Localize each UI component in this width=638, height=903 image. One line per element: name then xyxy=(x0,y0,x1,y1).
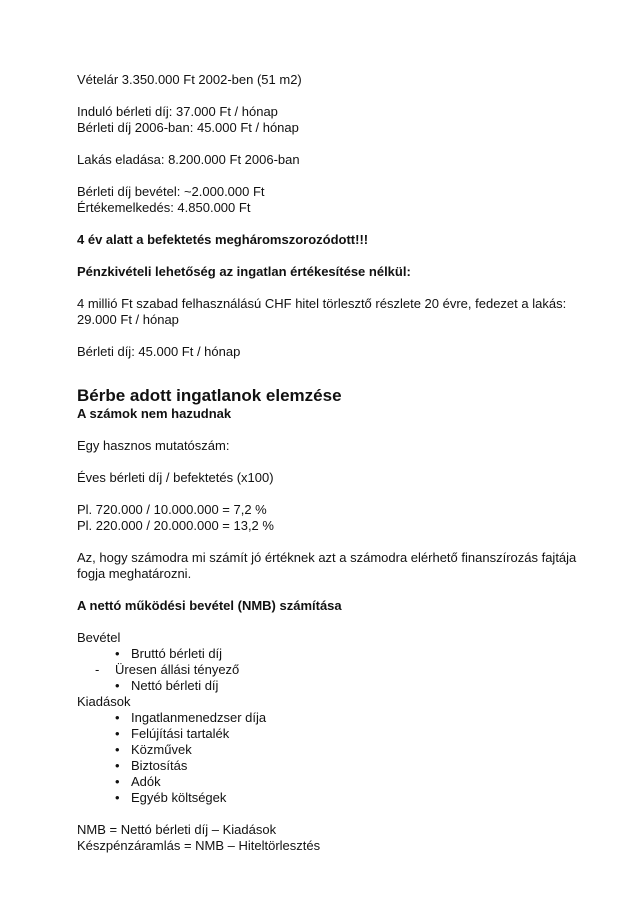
sale-line: Lakás eladása: 8.200.000 Ft 2006-ban xyxy=(77,152,300,167)
expense-item: Biztosítás xyxy=(131,758,188,773)
rent-2006-line: Bérleti díj 2006-ban: 45.000 Ft / hónap xyxy=(77,120,299,135)
appreciation-line: Értékemelkedés: 4.850.000 Ft xyxy=(77,200,251,215)
expense-item: Közművek xyxy=(131,742,192,757)
expense-item: Felújítási tartalék xyxy=(131,726,230,741)
list-item xyxy=(77,790,577,806)
nmb-heading: A nettó működési bevétel (NMB) számítása xyxy=(77,598,342,613)
example-line-1: Pl. 720.000 / 10.000.000 = 7,2 % xyxy=(77,502,267,517)
bullet-icon: • xyxy=(115,774,120,789)
vacancy-item: Üresen állási tényező xyxy=(115,662,240,677)
list-item xyxy=(77,726,577,742)
gross-rent-item: Bruttó bérleti díj xyxy=(131,646,223,661)
list-item xyxy=(77,662,577,678)
bullet-icon: • xyxy=(115,710,120,725)
bullet-icon: • xyxy=(115,646,120,661)
loan-paragraph: 4 millió Ft szabad felhasználású CHF hitel törlesztő részlete 20 évre, fedezet a lakás: 29.000 Ft / hónap xyxy=(77,296,567,327)
cashflow-formula: Készpénzáramlás = NMB – Hiteltörlesztés xyxy=(77,838,321,853)
net-rent-item: Nettó bérleti díj xyxy=(131,678,219,693)
rent-income-line: Bérleti díj bevétel: ~2.000.000 Ft xyxy=(77,184,265,199)
income-label: Bevétel xyxy=(77,630,121,645)
initial-rent-line: Induló bérleti díj: 37.000 Ft / hónap xyxy=(77,104,278,119)
section-subtitle: A számok nem hazudnak xyxy=(77,406,232,421)
expense-item: Egyéb költségek xyxy=(131,790,227,805)
financing-paragraph: Az, hogy számodra mi számít jó értéknek azt a számodra elérhető finanszírozás fajtája fogja meghatározni. xyxy=(77,550,577,581)
tripled-statement: 4 év alatt a befektetés megháromszorozódott!!! xyxy=(77,232,369,247)
expenses-label: Kiadások xyxy=(77,694,131,709)
example-line-2: Pl. 220.000 / 20.000.000 = 13,2 % xyxy=(77,518,274,533)
metric-formula: Éves bérleti díj / befektetés (x100) xyxy=(77,470,274,485)
list-item xyxy=(77,742,577,758)
nmb-formula: NMB = Nettó bérleti díj – Kiadások xyxy=(77,822,277,837)
bullet-icon: • xyxy=(115,790,120,805)
list-item xyxy=(77,710,577,726)
bullet-icon: • xyxy=(115,678,120,693)
section-title: Bérbe adott ingatlanok elemzése xyxy=(77,386,342,405)
purchase-line: Vételár 3.350.000 Ft 2002-ben (51 m2) xyxy=(77,72,302,87)
bullet-icon: • xyxy=(115,742,120,757)
list-item xyxy=(77,678,577,694)
bullet-icon: • xyxy=(115,758,120,773)
expense-item: Adók xyxy=(131,774,161,789)
metric-intro: Egy hasznos mutatószám: xyxy=(77,438,230,453)
bullet-icon: • xyxy=(115,726,120,741)
current-rent-line: Bérleti díj: 45.000 Ft / hónap xyxy=(77,344,241,359)
expense-item: Ingatlanmenedzser díja xyxy=(131,710,267,725)
document-page xyxy=(77,72,577,854)
list-item xyxy=(77,774,577,790)
list-item xyxy=(77,646,577,662)
dash-icon: - xyxy=(95,662,100,677)
withdrawal-heading: Pénzkivételi lehetőség az ingatlan értékesítése nélkül: xyxy=(77,264,411,279)
list-item xyxy=(77,758,577,774)
